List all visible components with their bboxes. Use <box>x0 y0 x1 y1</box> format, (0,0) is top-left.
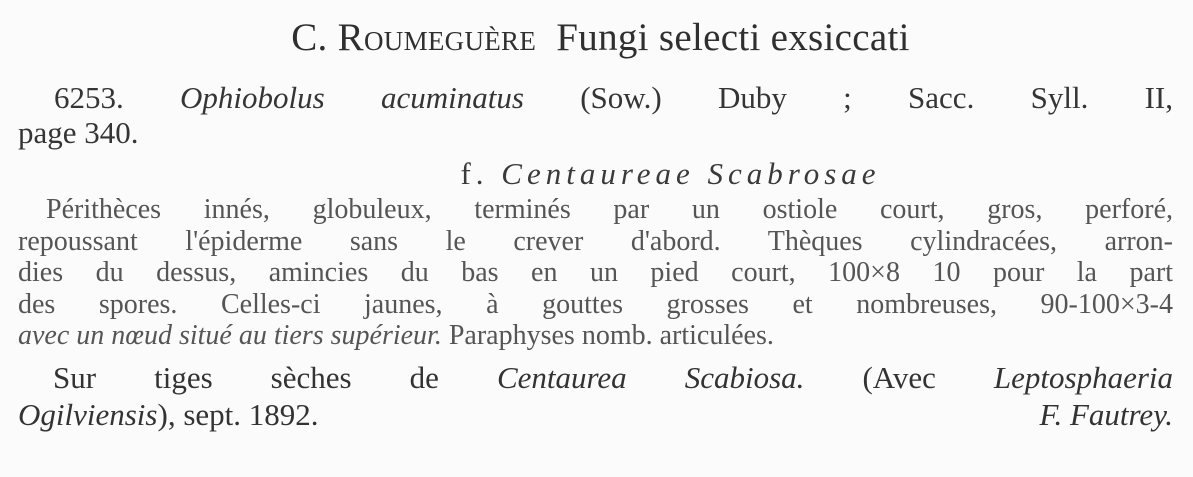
description-line: repoussant l'épiderme sans le crever d'abord. Thèques cylindracées, arron- <box>18 225 1173 257</box>
entry-page: page 340. <box>18 115 139 150</box>
host-plant: Centaurea Scabiosa. <box>496 359 805 395</box>
work-title: Fungi selecti exsiccati <box>556 16 910 59</box>
forma-heading <box>168 155 1173 193</box>
habitat-date-group <box>18 396 319 433</box>
associate-species: Ogilviensis <box>18 396 158 432</box>
description-line: des spores. Celles-ci jaunes, à gouttes grosses et nombreuses, 90-100×3-4 <box>18 288 1173 320</box>
species-authority: (Sow.) Duby ; Sacc. <box>580 80 975 115</box>
description-line-last <box>18 320 1173 352</box>
author-name: Roumeguère <box>337 16 537 59</box>
entry-heading <box>18 80 1173 115</box>
description-italic: avec un nœud situé au tiers supérieur. <box>18 320 442 351</box>
sylloge-reference: Syll. II, <box>1030 80 1173 115</box>
description-paraphyses: Paraphyses nomb. articulées. <box>448 320 774 351</box>
description-line: dies du dessus, amincies du bas en un pied court, 100×8 10 pour la part <box>18 257 1173 288</box>
species-name: Ophiobolus acuminatus <box>180 80 524 115</box>
description <box>18 194 1173 352</box>
collection-date: ), sept. 1892. <box>157 396 319 432</box>
author-initial: C. <box>291 16 328 59</box>
habitat-line <box>18 359 1173 396</box>
habitat-line-last <box>18 396 1173 433</box>
entry-number: 6253. <box>54 80 124 115</box>
associate-genus: Leptosphaeria <box>993 359 1174 395</box>
collection-title <box>28 14 1173 62</box>
forma-name: Centaureae Scabrosae <box>501 156 881 191</box>
avec-open: (Avec <box>862 359 936 395</box>
collector-name: F. Fautrey. <box>1039 396 1173 432</box>
description-line: Périthèces innés, globuleux, terminés par un ostiole court, gros, perforé, <box>46 194 1173 225</box>
habitat-prefix: Sur tiges sèches de <box>53 359 439 395</box>
habitat-note <box>18 359 1173 433</box>
forma-prefix: f. <box>460 156 489 191</box>
